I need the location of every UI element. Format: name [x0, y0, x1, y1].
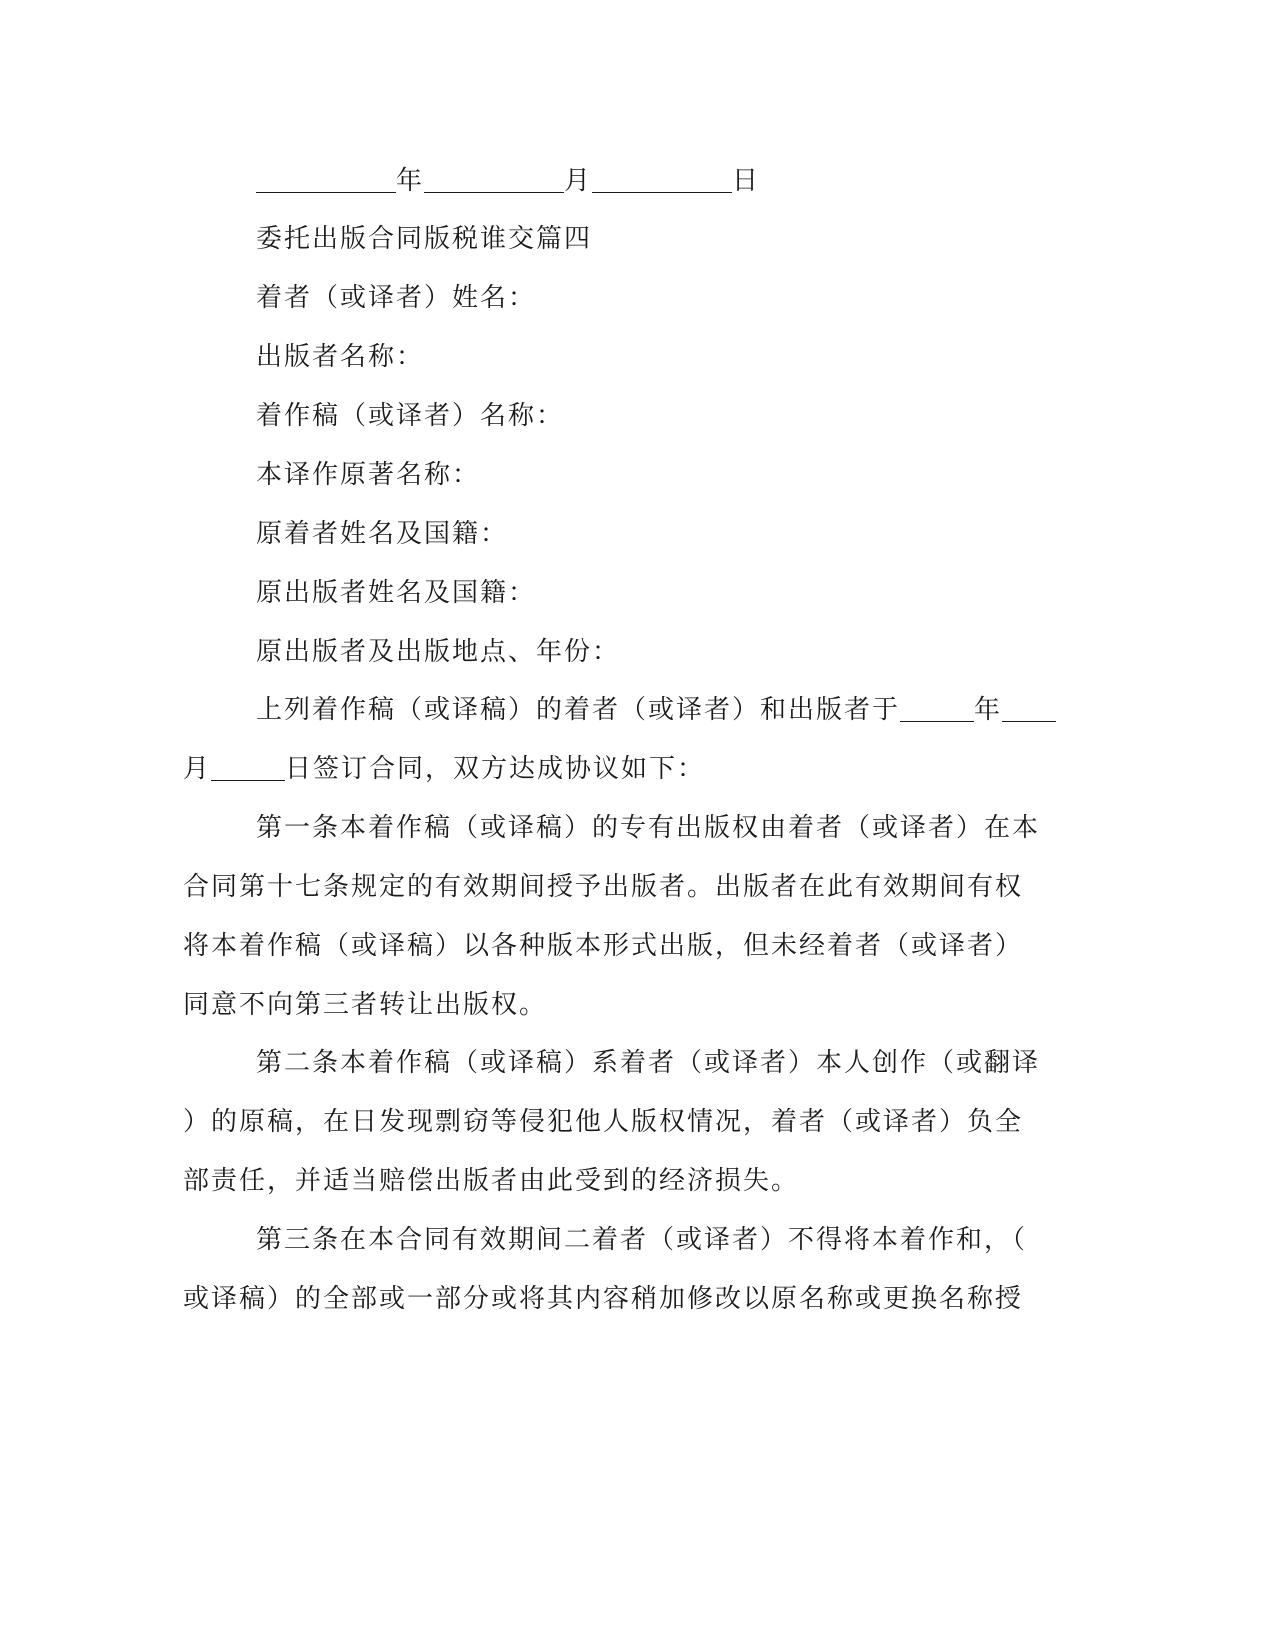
- article1-line: 合同第十七条规定的有效期间授予出版者。出版者在此有效期间有权: [183, 872, 1024, 902]
- article2-line: 第二条本着作稿（或译稿）系着者（或译者）本人创作（或翻译: [256, 1048, 1041, 1078]
- intro-year-label: 年: [974, 695, 1003, 725]
- field-work-title: 着作稿（或译者）名称：: [256, 401, 565, 431]
- day-label: 日: [732, 166, 761, 196]
- field-original-author: 原着者姓名及国籍：: [256, 519, 509, 549]
- year-label: 年: [396, 166, 425, 196]
- section-heading: 委托出版合同版税谁交篇四: [256, 224, 593, 254]
- article2-line: 部责任，并适当赔偿出版者由此受到的经济损失。: [183, 1166, 800, 1196]
- intro-month-label: 月: [183, 754, 212, 784]
- intro-line-2: [183, 749, 705, 789]
- date-line: [256, 161, 760, 201]
- field-original-title: 本译作原著名称：: [256, 460, 481, 490]
- field-author-name: 着者（或译者）姓名：: [256, 283, 537, 313]
- intro-year-blank[interactable]: [900, 695, 974, 722]
- field-original-publisher: 原出版者姓名及国籍：: [256, 578, 537, 608]
- intro-line-1: [256, 690, 1056, 730]
- intro-day-blank[interactable]: [211, 754, 285, 781]
- month-label: 月: [564, 166, 593, 196]
- article1-line: 将本着作稿（或译稿）以各种版本形式出版，但未经着者（或译者）: [183, 931, 1024, 961]
- month-blank[interactable]: [424, 166, 564, 193]
- article1-line: 同意不向第三者转让出版权。: [183, 990, 548, 1020]
- intro-day-text: 日签订合同，双方达成协议如下：: [285, 754, 706, 784]
- year-blank[interactable]: [256, 166, 396, 193]
- article3-line: 第三条在本合同有效期间二着者（或译者）不得将本着作和，（: [256, 1225, 1028, 1255]
- field-publisher-name: 出版者名称：: [256, 342, 425, 372]
- article3-line: 或译稿）的全部或一部分或将其内容稍加修改以原名称或更换名称授: [183, 1284, 1024, 1314]
- intro-text: 上列着作稿（或译稿）的着者（或译者）和出版者于: [256, 695, 901, 725]
- article2-line: ）的原稿，在日发现剽窃等侵犯他人版权情况，着者（或译者）负全: [183, 1107, 1024, 1137]
- article1-line: 第一条本着作稿（或译稿）的专有出版权由着者（或译者）在本: [256, 813, 1041, 843]
- intro-month-blank[interactable]: [1002, 695, 1056, 722]
- field-original-place-year: 原出版者及出版地点、年份：: [256, 637, 621, 667]
- day-blank[interactable]: [592, 166, 732, 193]
